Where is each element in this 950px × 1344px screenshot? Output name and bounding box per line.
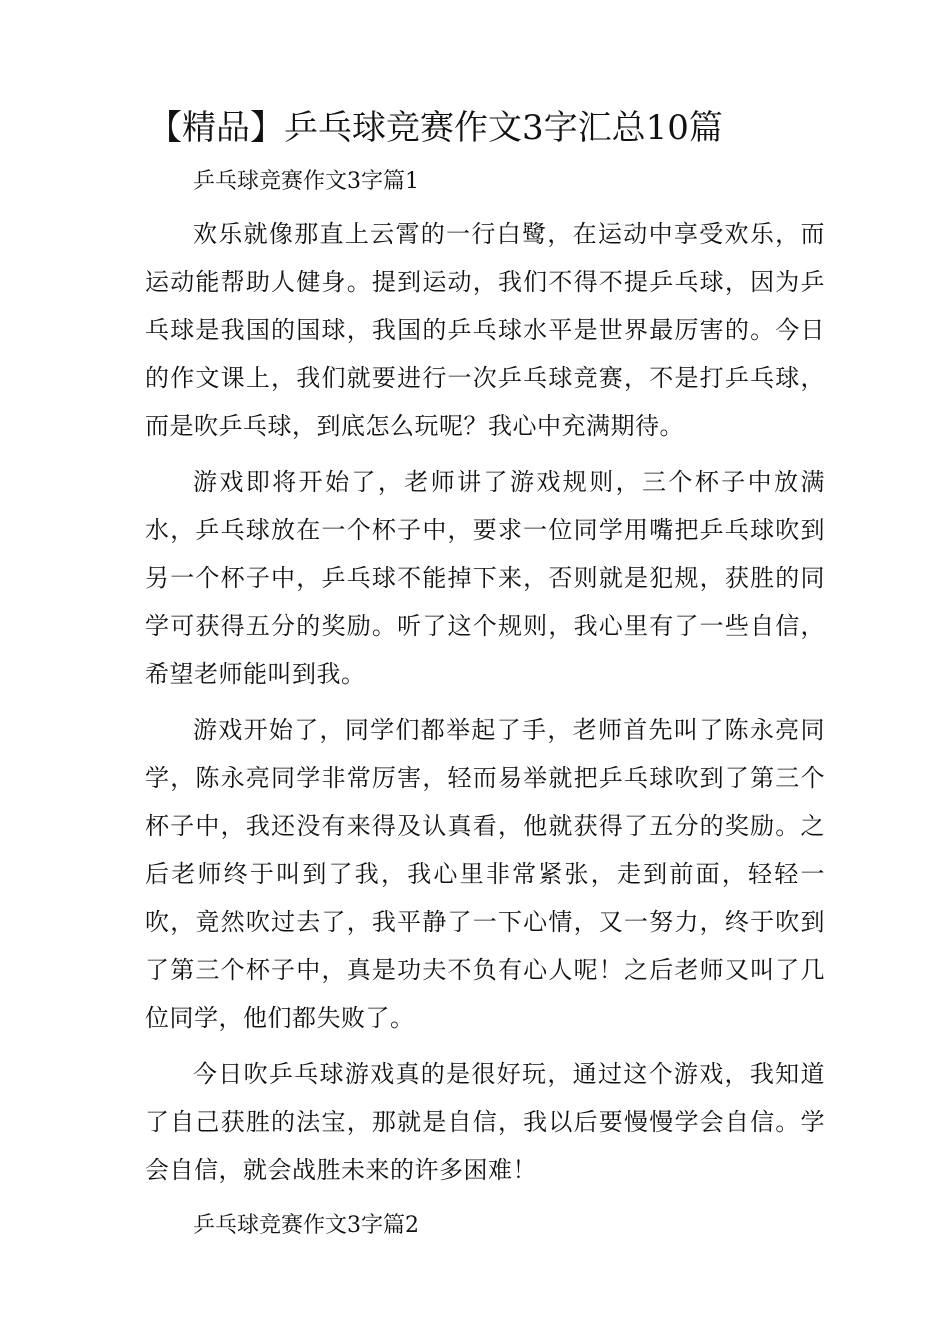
section-heading-2: 乒乓球竞赛作文3字篇2 [193, 1213, 419, 1238]
paragraph-1: 欢乐就像那直上云霄的一行白鹭，在运动中享受欢乐，而运动能帮助人健身。提到运动，我们不得不提乒乓球，因为乒乓球是我国的国球，我国的乒乓球水平是世界最厉害的。今日的作文课上，我们就要进行一次乒乓球竞赛，不是打乒乓球，而是吹乒乓球，到底怎么玩呢？我心中充满期待。 [145, 220, 825, 440]
paragraph-4: 今日吹乒乓球游戏真的是很好玩，通过这个游戏，我知道了自己获胜的法宝，那就是自信，我以后要慢慢学会自信。学会自信，就会战胜未来的许多困难！ [145, 1060, 825, 1184]
paragraph-3: 游戏开始了，同学们都举起了手，老师首先叫了陈永亮同学，陈永亮同学非常厉害，轻而易举就把乒乓球吹到了第三个杯子中，我还没有来得及认真看，他就获得了五分的奖励。之后老师终于叫到了我，我心里非常紧张，走到前面，轻轻一吹，竟然吹过去了，我平静了一下心情，又一努力，终于吹到了第三个杯子中，真是功夫不负有心人呢！之后老师又叫了几位同学，他们都失败了。 [145, 716, 825, 1032]
section-heading-1: 乒乓球竞赛作文3字篇1 [193, 169, 419, 194]
paragraph-2: 游戏即将开始了，老师讲了游戏规则，三个杯子中放满水，乒乓球放在一个杯子中，要求一位同学用嘴把乒乓球吹到另一个杯子中，乒乓球不能掉下来，否则就是犯规，获胜的同学可获得五分的奖励。听了这个规则，我心里有了一些自信，希望老师能叫到我。 [145, 468, 825, 688]
document-title: 【精品】乒乓球竞赛作文3字汇总10篇 [148, 108, 723, 148]
document-body [145, 158, 825, 1252]
